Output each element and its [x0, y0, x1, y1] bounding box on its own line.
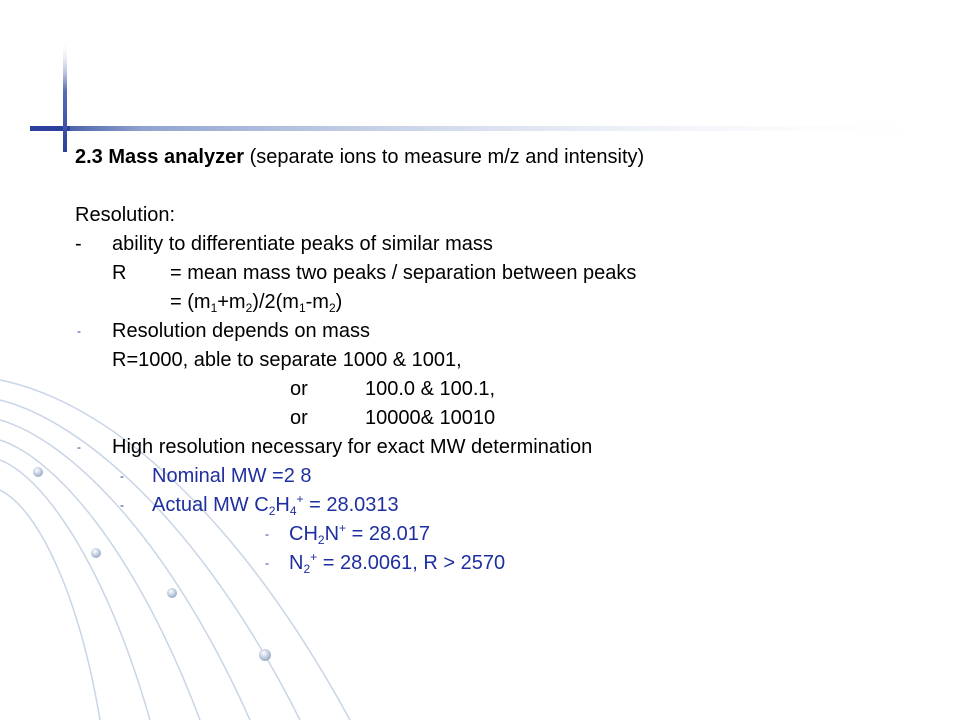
section-heading: [75, 143, 935, 172]
bullet-line-2: [75, 317, 935, 346]
sub-bullet-text: $CH_2N^+ = 28.017$: [289, 521, 431, 547]
vertical-accent-bar: [63, 40, 67, 152]
formula-line-1: [75, 259, 935, 288]
example-text: R=1000, able to separate 1000 & 1001,: [112, 349, 462, 371]
formula-var: R: [112, 262, 127, 284]
sub-bullet-dash: -: [265, 527, 269, 541]
example-value: 100.0 & 100.1,: [365, 378, 496, 400]
slide-content: [75, 143, 935, 578]
formula-line-2: [75, 288, 935, 317]
formula-def: = mean mass two peaks / separation between peaks: [170, 262, 637, 284]
horizontal-accent-bar: [30, 126, 960, 131]
bullet-line-3: [75, 433, 935, 462]
bullet-text: ability to differentiate peaks of similar mass: [112, 233, 493, 255]
resolution-label-line: [75, 201, 935, 230]
bullet-dash: -: [75, 233, 82, 255]
heading-title: 2.3 Mass analyzer: [75, 146, 244, 168]
bullet-dash: -: [77, 324, 81, 338]
bullet-text: High resolution necessary for exact MW determination: [112, 436, 593, 458]
example-line-1: [75, 346, 935, 375]
sub-bullet-dash: -: [120, 498, 124, 512]
or-label: or: [290, 407, 308, 429]
example-value: 10000& 10010: [365, 407, 496, 429]
heading-subtitle: (separate ions to measure m/z and intensity): [249, 146, 645, 168]
sub-sub-bullet-n2: [75, 549, 935, 578]
sub-bullet-nominal: [75, 462, 935, 491]
bullet-line-1: [75, 230, 935, 259]
example-line-2: [75, 375, 935, 404]
bullet-dash: -: [77, 440, 81, 454]
bullet-text: Resolution depends on mass: [112, 320, 370, 342]
example-line-3: [75, 404, 935, 433]
or-label: or: [290, 378, 308, 400]
sub-sub-bullet-ch2n: [75, 520, 935, 549]
sub-bullet-text: Nominal MW =2 8: [152, 465, 312, 487]
sub-bullet-text: Actual MW $C_2H_4^+ = 28.0313$: [152, 492, 399, 518]
sub-bullet-actual: [75, 491, 935, 520]
resolution-label: Resolution:: [75, 204, 176, 226]
sub-bullet-dash: -: [120, 469, 124, 483]
sub-bullet-dash: -: [265, 556, 269, 570]
formula-expression: = $(m_1+m_2)/2(m_1-m_2)$: [170, 291, 343, 315]
sub-bullet-text: $N_2^+ = 28.0061$, R > 2570: [289, 550, 506, 576]
